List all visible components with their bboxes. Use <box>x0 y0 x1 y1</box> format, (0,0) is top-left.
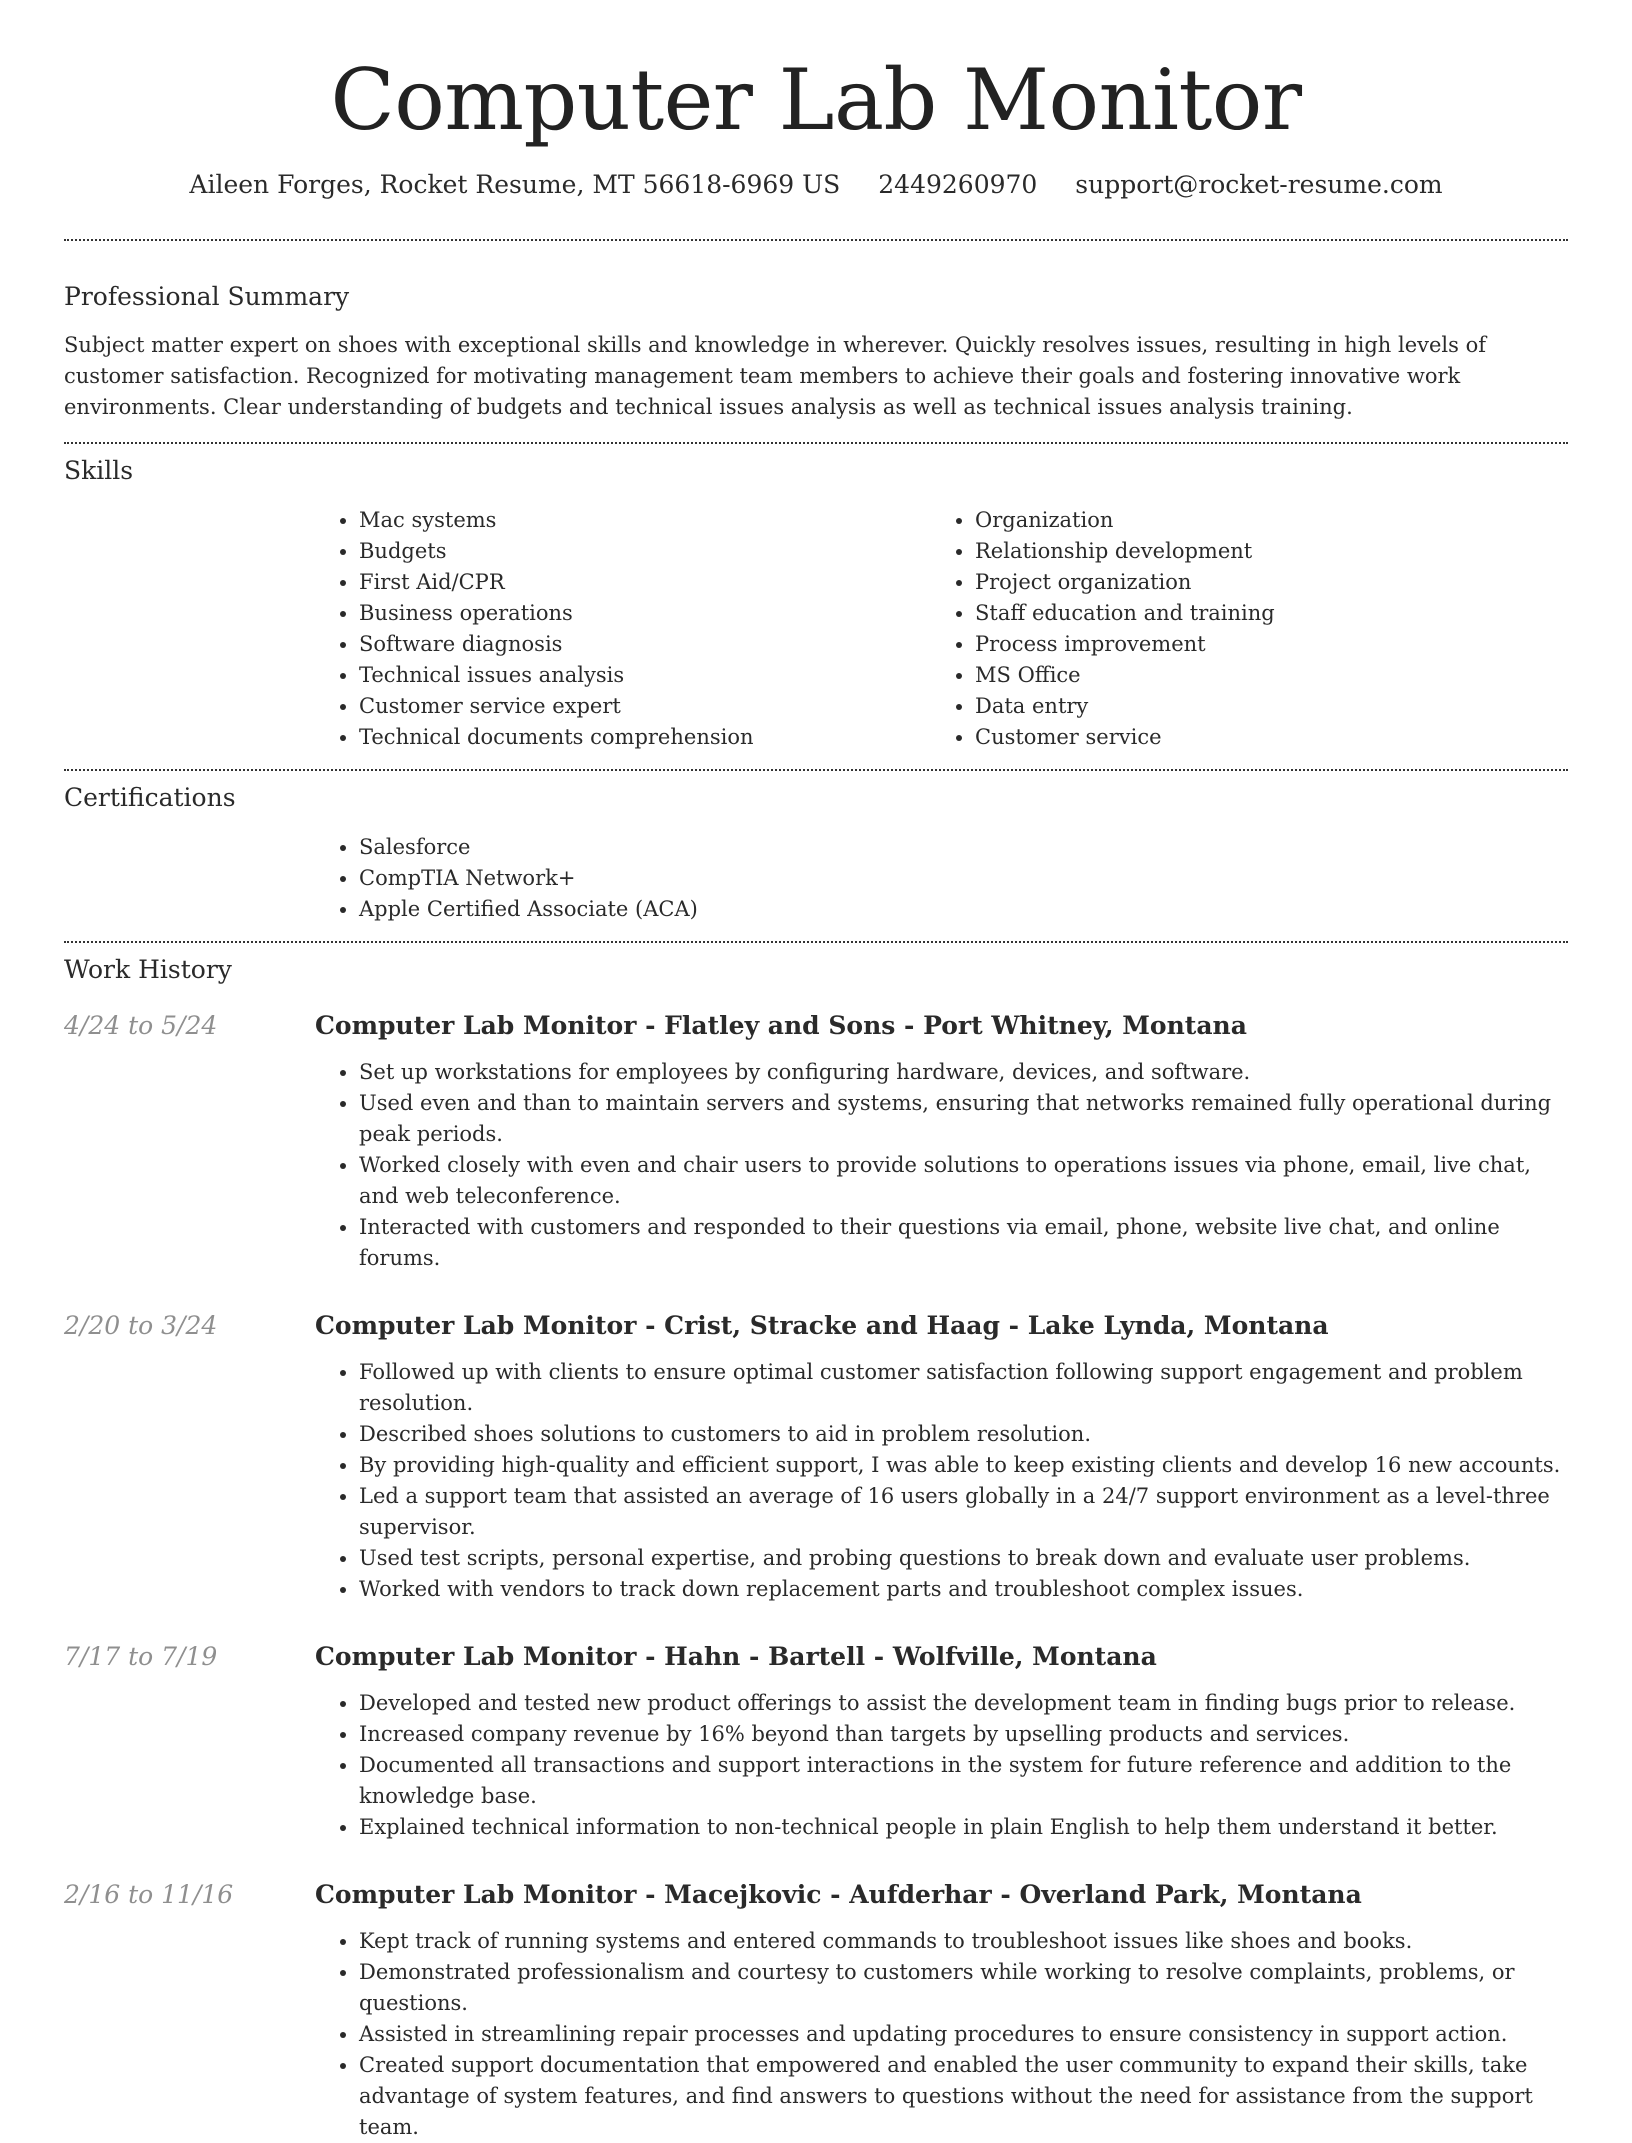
contact-email[interactable]: support@rocket-resume.com <box>1075 170 1443 199</box>
certification-item: • Apple Certified Associate (ACA) <box>359 894 1568 925</box>
job-bullet: • Led a support team that assisted an average of 16 users globally in a 24/7 support environment as a level-three supervisor. <box>359 1481 1568 1543</box>
skills-grid <box>315 505 1568 753</box>
skill-item: • Budgets <box>359 536 931 567</box>
job-bullet: • Interacted with customers and responded to their questions via email, phone, website live chat, and online forums. <box>359 1212 1568 1274</box>
skill-item: • Process improvement <box>975 629 1547 660</box>
job-bullet: • Documented all transactions and support interactions in the system for future reference and addition to the knowledge base. <box>359 1750 1568 1812</box>
job-bullets <box>315 1688 1568 1843</box>
skill-item: • Project organization <box>975 567 1547 598</box>
job-bullet: • Used even and than to maintain servers and systems, ensuring that networks remained fully operational during peak periods. <box>359 1088 1568 1150</box>
skill-item: • Relationship development <box>975 536 1547 567</box>
job-bullet: • Followed up with clients to ensure optimal customer satisfaction following support engagement and problem resolution. <box>359 1357 1568 1419</box>
job-bullet: • Created support documentation that empowered and enabled the user community to expand their skills, take advantage of system features, and find answers to questions without the need for assistance from the support team. <box>359 2050 1568 2143</box>
skill-item: • MS Office <box>975 660 1547 691</box>
job-heading: Computer Lab Monitor - Macejkovic - Aufderhar - Overland Park, Montana <box>315 1880 1362 1909</box>
skill-item: • Software diagnosis <box>359 629 931 660</box>
skills-heading: Skills <box>64 456 134 485</box>
contact-address: Aileen Forges, Rocket Resume, MT 56618-6969 US <box>189 170 841 199</box>
contact-line <box>64 168 1568 202</box>
job-heading: Computer Lab Monitor - Flatley and Sons - Port Whitney, Montana <box>315 1011 1247 1040</box>
skill-item: • Data entry <box>975 691 1547 722</box>
job-entry <box>64 1640 1568 1843</box>
summary-heading: Professional Summary <box>64 282 350 311</box>
job-bullet: • Increased company revenue by 16% beyond than targets by upselling products and services. <box>359 1719 1568 1750</box>
skill-item: • First Aid/CPR <box>359 567 931 598</box>
job-bullets <box>315 1926 1568 2143</box>
job-heading: Computer Lab Monitor - Crist, Stracke and Haag - Lake Lynda, Montana <box>315 1311 1329 1340</box>
job-bullet: • Worked closely with even and chair users to provide solutions to operations issues via phone, email, live chat, and web teleconference. <box>359 1150 1568 1212</box>
skills-section <box>64 454 1568 753</box>
skill-item: • Customer service <box>975 722 1547 753</box>
job-heading: Computer Lab Monitor - Hahn - Bartell - Wolfville, Montana <box>315 1642 1157 1671</box>
skills-list-right <box>931 505 1547 753</box>
job-details <box>315 1009 1568 1274</box>
job-details <box>315 1878 1568 2143</box>
certifications-section <box>64 781 1568 925</box>
job-details <box>315 1309 1568 1605</box>
job-details <box>315 1640 1568 1843</box>
job-dates: 7/17 to 7/19 <box>64 1642 218 1671</box>
job-entry <box>64 1878 1568 2143</box>
job-bullet: • By providing high-quality and efficient support, I was able to keep existing clients and develop 16 new accounts. <box>359 1450 1568 1481</box>
certifications-list <box>315 832 1568 925</box>
job-entry <box>64 1309 1568 1605</box>
job-dates: 2/16 to 11/16 <box>64 1880 234 1909</box>
resume-title: Computer Lab Monitor <box>330 51 1302 149</box>
skill-item: • Technical issues analysis <box>359 660 931 691</box>
job-dates: 4/24 to 5/24 <box>64 1011 218 1040</box>
section-divider <box>64 239 1568 241</box>
work-history-heading: Work History <box>64 955 232 984</box>
job-bullet: • Worked with vendors to track down replacement parts and troubleshoot complex issues. <box>359 1574 1568 1605</box>
job-bullet: • Described shoes solutions to customers to aid in problem resolution. <box>359 1419 1568 1450</box>
contact-phone[interactable]: 2449260970 <box>878 170 1038 199</box>
section-divider <box>64 769 1568 771</box>
skill-item: • Mac systems <box>359 505 931 536</box>
job-bullet: • Developed and tested new product offerings to assist the development team in finding bugs prior to release. <box>359 1688 1568 1719</box>
skill-item: • Customer service expert <box>359 691 931 722</box>
skills-list-left <box>315 505 931 753</box>
job-bullet: • Assisted in streamlining repair processes and updating procedures to ensure consistency in support action. <box>359 2019 1568 2050</box>
job-bullets <box>315 1357 1568 1605</box>
certification-item: • CompTIA Network+ <box>359 863 1568 894</box>
summary-section <box>64 280 1568 423</box>
job-bullets <box>315 1057 1568 1274</box>
skill-item: • Business operations <box>359 598 931 629</box>
section-divider <box>64 442 1568 444</box>
job-bullet: • Kept track of running systems and entered commands to troubleshoot issues like shoes and books. <box>359 1926 1568 1957</box>
work-history-section <box>64 953 1568 2143</box>
certifications-heading: Certifications <box>64 783 236 812</box>
job-bullet: • Used test scripts, personal expertise, and probing questions to break down and evaluate user problems. <box>359 1543 1568 1574</box>
section-divider <box>64 941 1568 943</box>
summary-text: Subject matter expert on shoes with exceptional skills and knowledge in wherever. Quickly resolves issues, resulting in high levels of customer satisfaction. Recognized for motivating management team members to achieve their goals and fostering innovative work environments. Clear understanding of budgets and technical issues analysis as well as technical issues analysis training. <box>64 333 1487 419</box>
job-bullet: • Demonstrated professionalism and courtesy to customers while working to resolve complaints, problems, or questions. <box>359 1957 1568 2019</box>
skill-item: • Technical documents comprehension <box>359 722 931 753</box>
job-bullet: • Set up workstations for employees by configuring hardware, devices, and software. <box>359 1057 1568 1088</box>
skill-item: • Staff education and training <box>975 598 1547 629</box>
job-entry <box>64 1009 1568 1274</box>
job-dates: 2/20 to 3/24 <box>64 1311 218 1340</box>
job-bullet: • Explained technical information to non-technical people in plain English to help them understand it better. <box>359 1812 1568 1843</box>
certification-item: • Salesforce <box>359 832 1568 863</box>
skill-item: • Organization <box>975 505 1547 536</box>
